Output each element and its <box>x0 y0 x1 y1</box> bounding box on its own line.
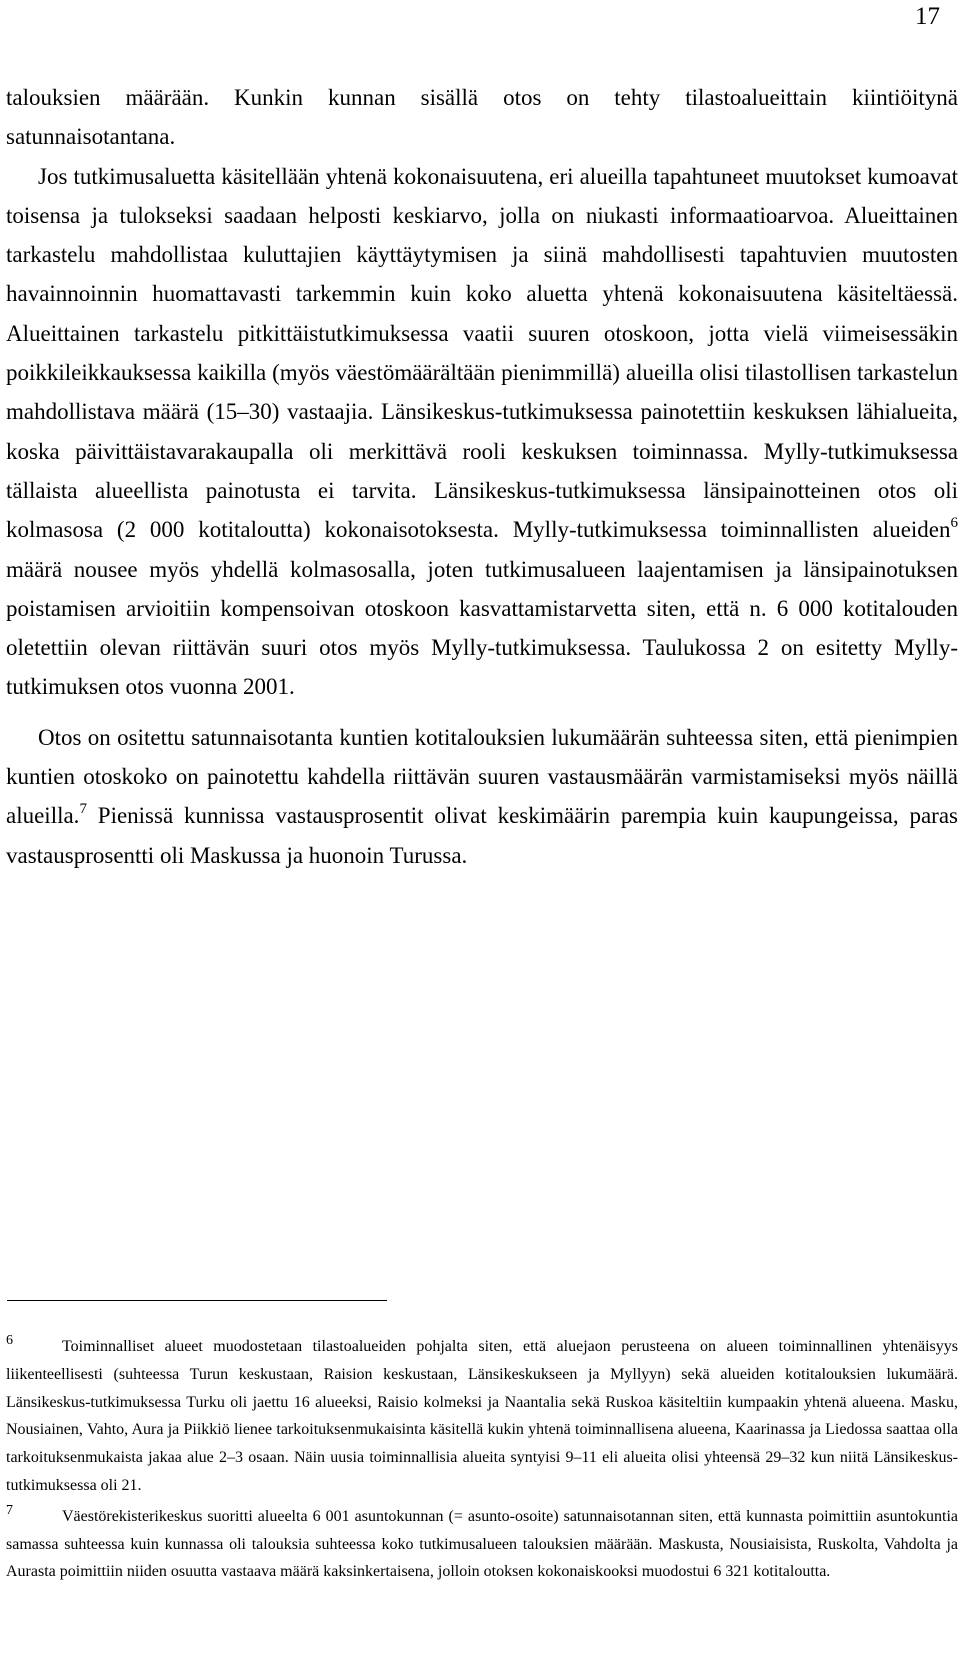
footnote-7-text: Väestörekisterikeskus suoritti alueelta 6 001 asuntokunnan (= asunto-osoite) satunnaisotannan siten, että kunnasta poimittiin asuntokuntia samassa suhteessa kuin kunnassa oli talouksia suhteessa koko tutkimusalueen talouksien määrään. Maskusta, Nousiaisista, Ruskolta, Vahdolta ja Aurasta poimittiin niiden osuutta vastaava määrä kaksinkertaisena, jolloin otoksen kokonaiskooksi muodostui 6 321 kotitaloutta. <box>6 1507 958 1581</box>
body-text <box>6 78 958 875</box>
paragraph-2-text-a: Jos tutkimusaluetta käsitellään yhtenä kokonaisuutena, eri alueilla tapahtuneet muutokset kumoavat toisensa ja tulokseksi saadaan helposti keskiarvo, jolla on niukasti informaatioarvoa. Alueittainen tarkastelu mahdollistaa kuluttajien käyttäytymisen ja siinä mahdollisesti tapahtuvien muutosten havainnoinnin huomattavasti tarkemmin kuin koko aluetta yhtenä kokonaisuutena käsiteltäessä. Alueittainen tarkastelu pitkittäistutkimuksessa vaatii suuren otoskoon, jotta vielä viimeisessäkin poikkileikkauksessa kaikilla (myös väestömäärältään pienimmillä) alueilla olisi tilastollisen tarkastelun mahdollistava määrä (15–30) vastaajia. Länsikeskus-tutkimuksessa painotettiin keskuksen lähialueita, koska päivittäistavarakaupalla oli merkittävä rooli keskuksen toiminnassa. Mylly-tutkimuksessa tällaista alueellista painotusta ei tarvita. Länsikeskus-tutkimuksessa länsipainotteinen otos oli kolmasosa (2 000 kotitaloutta) kokonaisotoksesta. Mylly-tutkimuksessa toiminnallisten alueiden <box>6 163 958 543</box>
paragraph-2-text-b: määrä nousee myös yhdellä kolmasosalla, joten tutkimusalueen laajentamisen ja länsipainotuksen poistamisen arvioitiin kompensoivan otoskoon kasvattamistarvetta siten, että n. 6 000 kotitalouden oletettiin olevan riittävän suuri otos myös Mylly-tutkimuksessa. Taulukossa 2 on esitetty Mylly-tutkimuksen otos vuonna 2001. <box>6 556 958 700</box>
footnote-reference-7: 7 <box>79 801 87 818</box>
paragraph-2 <box>6 157 958 707</box>
page-number: 17 <box>915 3 940 30</box>
footnote-6-text: Toiminnalliset alueet muodostetaan tilastoalueiden pohjalta siten, että aluejaon perusteena on alueen toiminnallinen yhtenäisyys liikenteellisesti (suhteessa Turun keskustaan, Raision keskustaan, Länsikeskukseen ja Myllyyn) sekä alueiden kotitalouksien lukumäärä. Länsikeskus-tutkimuksessa Turku oli jaettu 16 alueeksi, Raisio kolmeksi ja Naantalia sekä Ruskoa käsiteltiin kumpaakin yhtenä alueena. Masku, Nousiainen, Vahto, Aura ja Piikkiö lienee tarkoituksenmukaisinta käsitellä kukin yhtenä toiminnallisena alueena, Kaarinassa ja Liedossa saattaa olla tarkoituksenmukaista jakaa alue 2–3 osaan. Näin uusia toiminnallisia alueita syntyisi 9–11 eli alueita olisi yhteensä 29–32 kun niitä Länsikeskus-tutkimuksessa oli 21. <box>6 1338 958 1494</box>
footnotes <box>6 1333 958 1586</box>
footnote-reference-6: 6 <box>950 515 958 532</box>
paragraph-3-text-b: Pienissä kunnissa vastausprosentit olivat keskimäärin parempia kuin kaupungeissa, paras vastausprosentti oli Maskussa ja huonoin Turussa. <box>6 803 958 868</box>
footnote-6: 6 Toiminnalliset alueet muodostetaan tilastoalueiden pohjalta siten, että aluejaon perusteena on alueen toiminnallinen yhtenäisyys liikenteellisesti (suhteessa Turun keskustaan, Raision keskustaan, Länsikeskukseen ja Myllyyn) sekä alueiden kotitalouksien lukumäärä. Länsikeskus-tutkimuksessa Turku oli jaettu 16 alueeksi, Raisio kolmeksi ja Naantalia sekä Ruskoa käsiteltiin kumpaakin yhtenä alueena. Masku, Nousiainen, Vahto, Aura ja Piikkiö lienee tarkoituksenmukaisinta käsitellä kukin yhtenä toiminnallisena alueena, Kaarinassa ja Liedossa saattaa olla tarkoituksenmukaista jakaa alue 2–3 osaan. Näin uusia toiminnallisia alueita syntyisi 9–11 eli alueita olisi yhteensä 29–32 kun niitä Länsikeskus-tutkimuksessa oli 21. <box>6 1333 958 1494</box>
footnote-separator <box>7 1300 387 1301</box>
footnote-7: 7 Väestörekisterikeskus suoritti alueelta 6 001 asuntokunnan (= asunto-osoite) satunnaisotannan siten, että kunnasta poimittiin asuntokuntia samassa suhteessa kuin kunnassa oli talouksia suhteessa koko tutkimusalueen talouksien määrään. Maskusta, Nousiaisista, Ruskolta, Vahdolta ja Aurasta poimittiin niiden osuutta vastaava määrä kaksinkertaisena, jolloin otoksen kokonaiskooksi muodostui 6 321 kotitaloutta. <box>6 1502 958 1581</box>
paragraph-3 <box>6 718 958 875</box>
paragraph-3-text-a: Otos on ositettu satunnaisotanta kuntien kotitalouksien lukumäärän suhteessa siten, että pienimpien kuntien otoskoko on painotettu kahdella riittävän suuren vastausmäärän varmistamiseksi myös näillä alueilla. <box>6 724 958 829</box>
paragraph-1: talouksien määrään. Kunkin kunnan sisällä otos on tehty tilastoalueittain kiintiöitynä satunnaisotantana. <box>6 85 958 150</box>
